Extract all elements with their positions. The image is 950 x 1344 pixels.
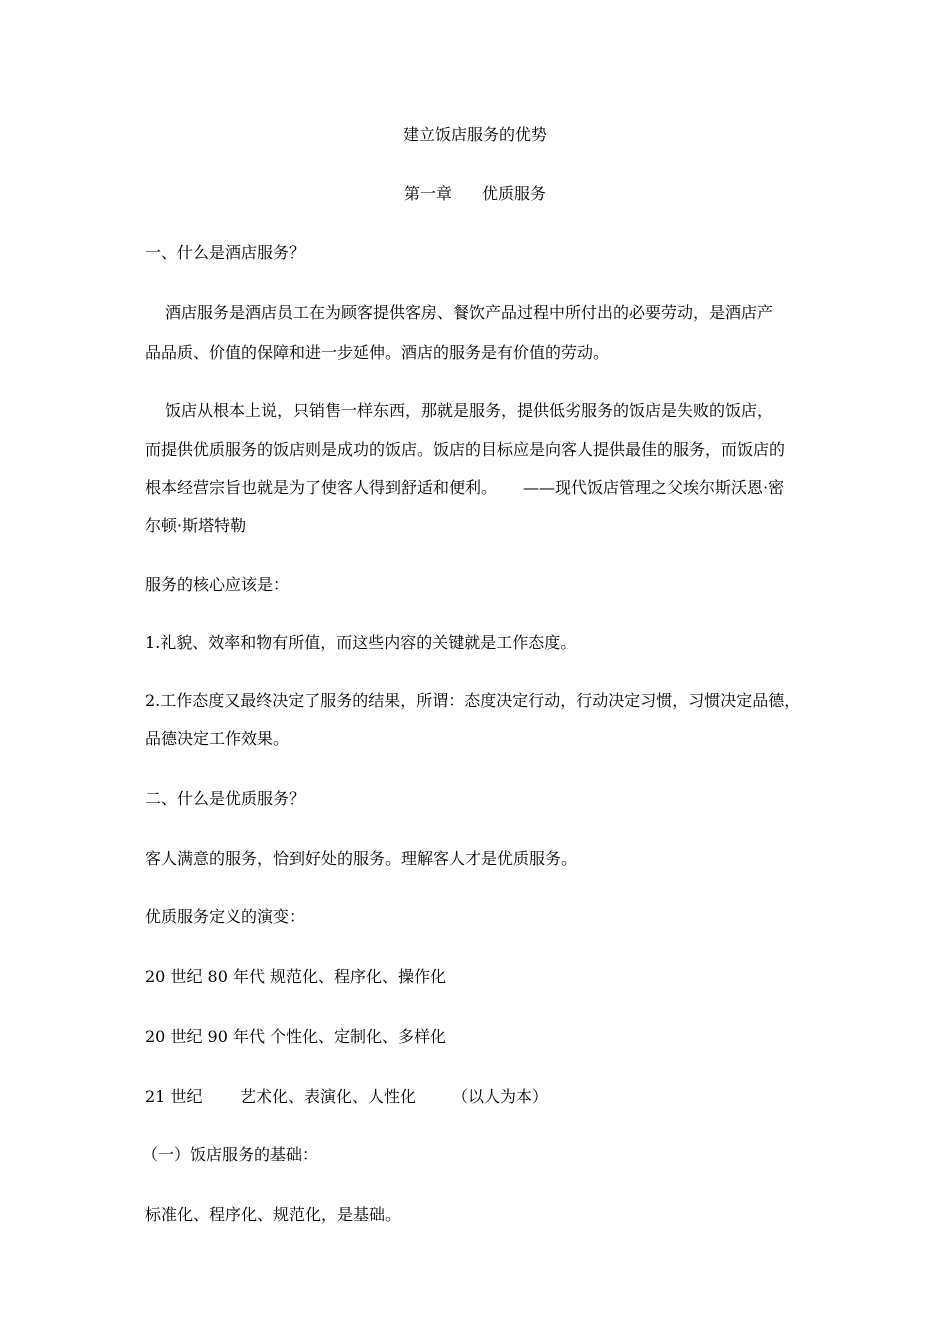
section-2-heading: 二、什么是优质服务？ xyxy=(145,789,306,808)
subsection-1-heading: （一）饭店服务的基础： xyxy=(142,1145,319,1164)
paragraph-1-line-1: 酒店服务是酒店员工在为顾客提供客房、餐饮产品过程中所付出的必要劳动，是酒店产 xyxy=(165,303,774,322)
evolution-row xyxy=(145,1027,447,1047)
evolution-desc: 艺术化、表演化、人性化 xyxy=(240,1087,417,1106)
evolution-desc: 规范化、程序化、操作化 xyxy=(270,967,447,986)
evolution-era: 20 世纪 80 年代 xyxy=(145,967,265,986)
evolution-era: 20 世纪 90 年代 xyxy=(145,1027,265,1046)
paragraph-2-line-4: 尔顿·斯塔特勒 xyxy=(145,516,247,535)
paragraph-1-line-2: 品品质、价值的保障和进一步延伸。酒店的服务是有价值的劳动。 xyxy=(145,343,610,362)
section-1-heading: 一、什么是酒店服务？ xyxy=(145,243,306,262)
core-item-2-line-1: 2.工作态度又最终决定了服务的结果，所谓：态度决定行动，行动决定习惯，习惯决定品德， xyxy=(145,691,801,710)
paragraph-2-line-3 xyxy=(145,478,784,498)
chapter-name: 优质服务 xyxy=(482,184,547,203)
evolution-era: 21 世纪 xyxy=(145,1087,203,1106)
chapter-heading xyxy=(0,184,950,204)
core-item-1: 1.礼貌、效率和物有所值，而这些内容的关键就是工作态度。 xyxy=(145,633,577,652)
section-2-text: 客人满意的服务，恰到好处的服务。理解客人才是优质服务。 xyxy=(145,849,578,868)
paragraph-2-line-3-text: 根本经营宗旨也就是为了使客人得到舒适和便利。 xyxy=(145,478,498,497)
subsection-1-text: 标准化、程序化、规范化，是基础。 xyxy=(145,1205,402,1224)
document-title: 建立饭店服务的优势 xyxy=(402,125,547,144)
evolution-note: （以人为本） xyxy=(452,1087,549,1106)
quote-attribution: ——现代饭店管理之父埃尔斯沃恩·密 xyxy=(523,478,785,497)
core-heading: 服务的核心应该是： xyxy=(145,575,290,594)
evolution-heading: 优质服务定义的演变： xyxy=(145,907,306,926)
paragraph-2-line-1: 饭店从根本上说，只销售一样东西，那就是服务，提供低劣服务的饭店是失败的饭店， xyxy=(165,401,774,420)
evolution-row xyxy=(145,967,447,987)
paragraph-2-line-2: 而提供优质服务的饭店则是成功的饭店。饭店的目标应是向客人提供最佳的服务，而饭店的 xyxy=(145,440,786,459)
chapter-number: 第一章 xyxy=(403,184,452,203)
core-item-2-line-2: 品德决定工作效果。 xyxy=(145,729,290,748)
evolution-desc: 个性化、定制化、多样化 xyxy=(270,1027,447,1046)
evolution-row xyxy=(145,1087,549,1107)
